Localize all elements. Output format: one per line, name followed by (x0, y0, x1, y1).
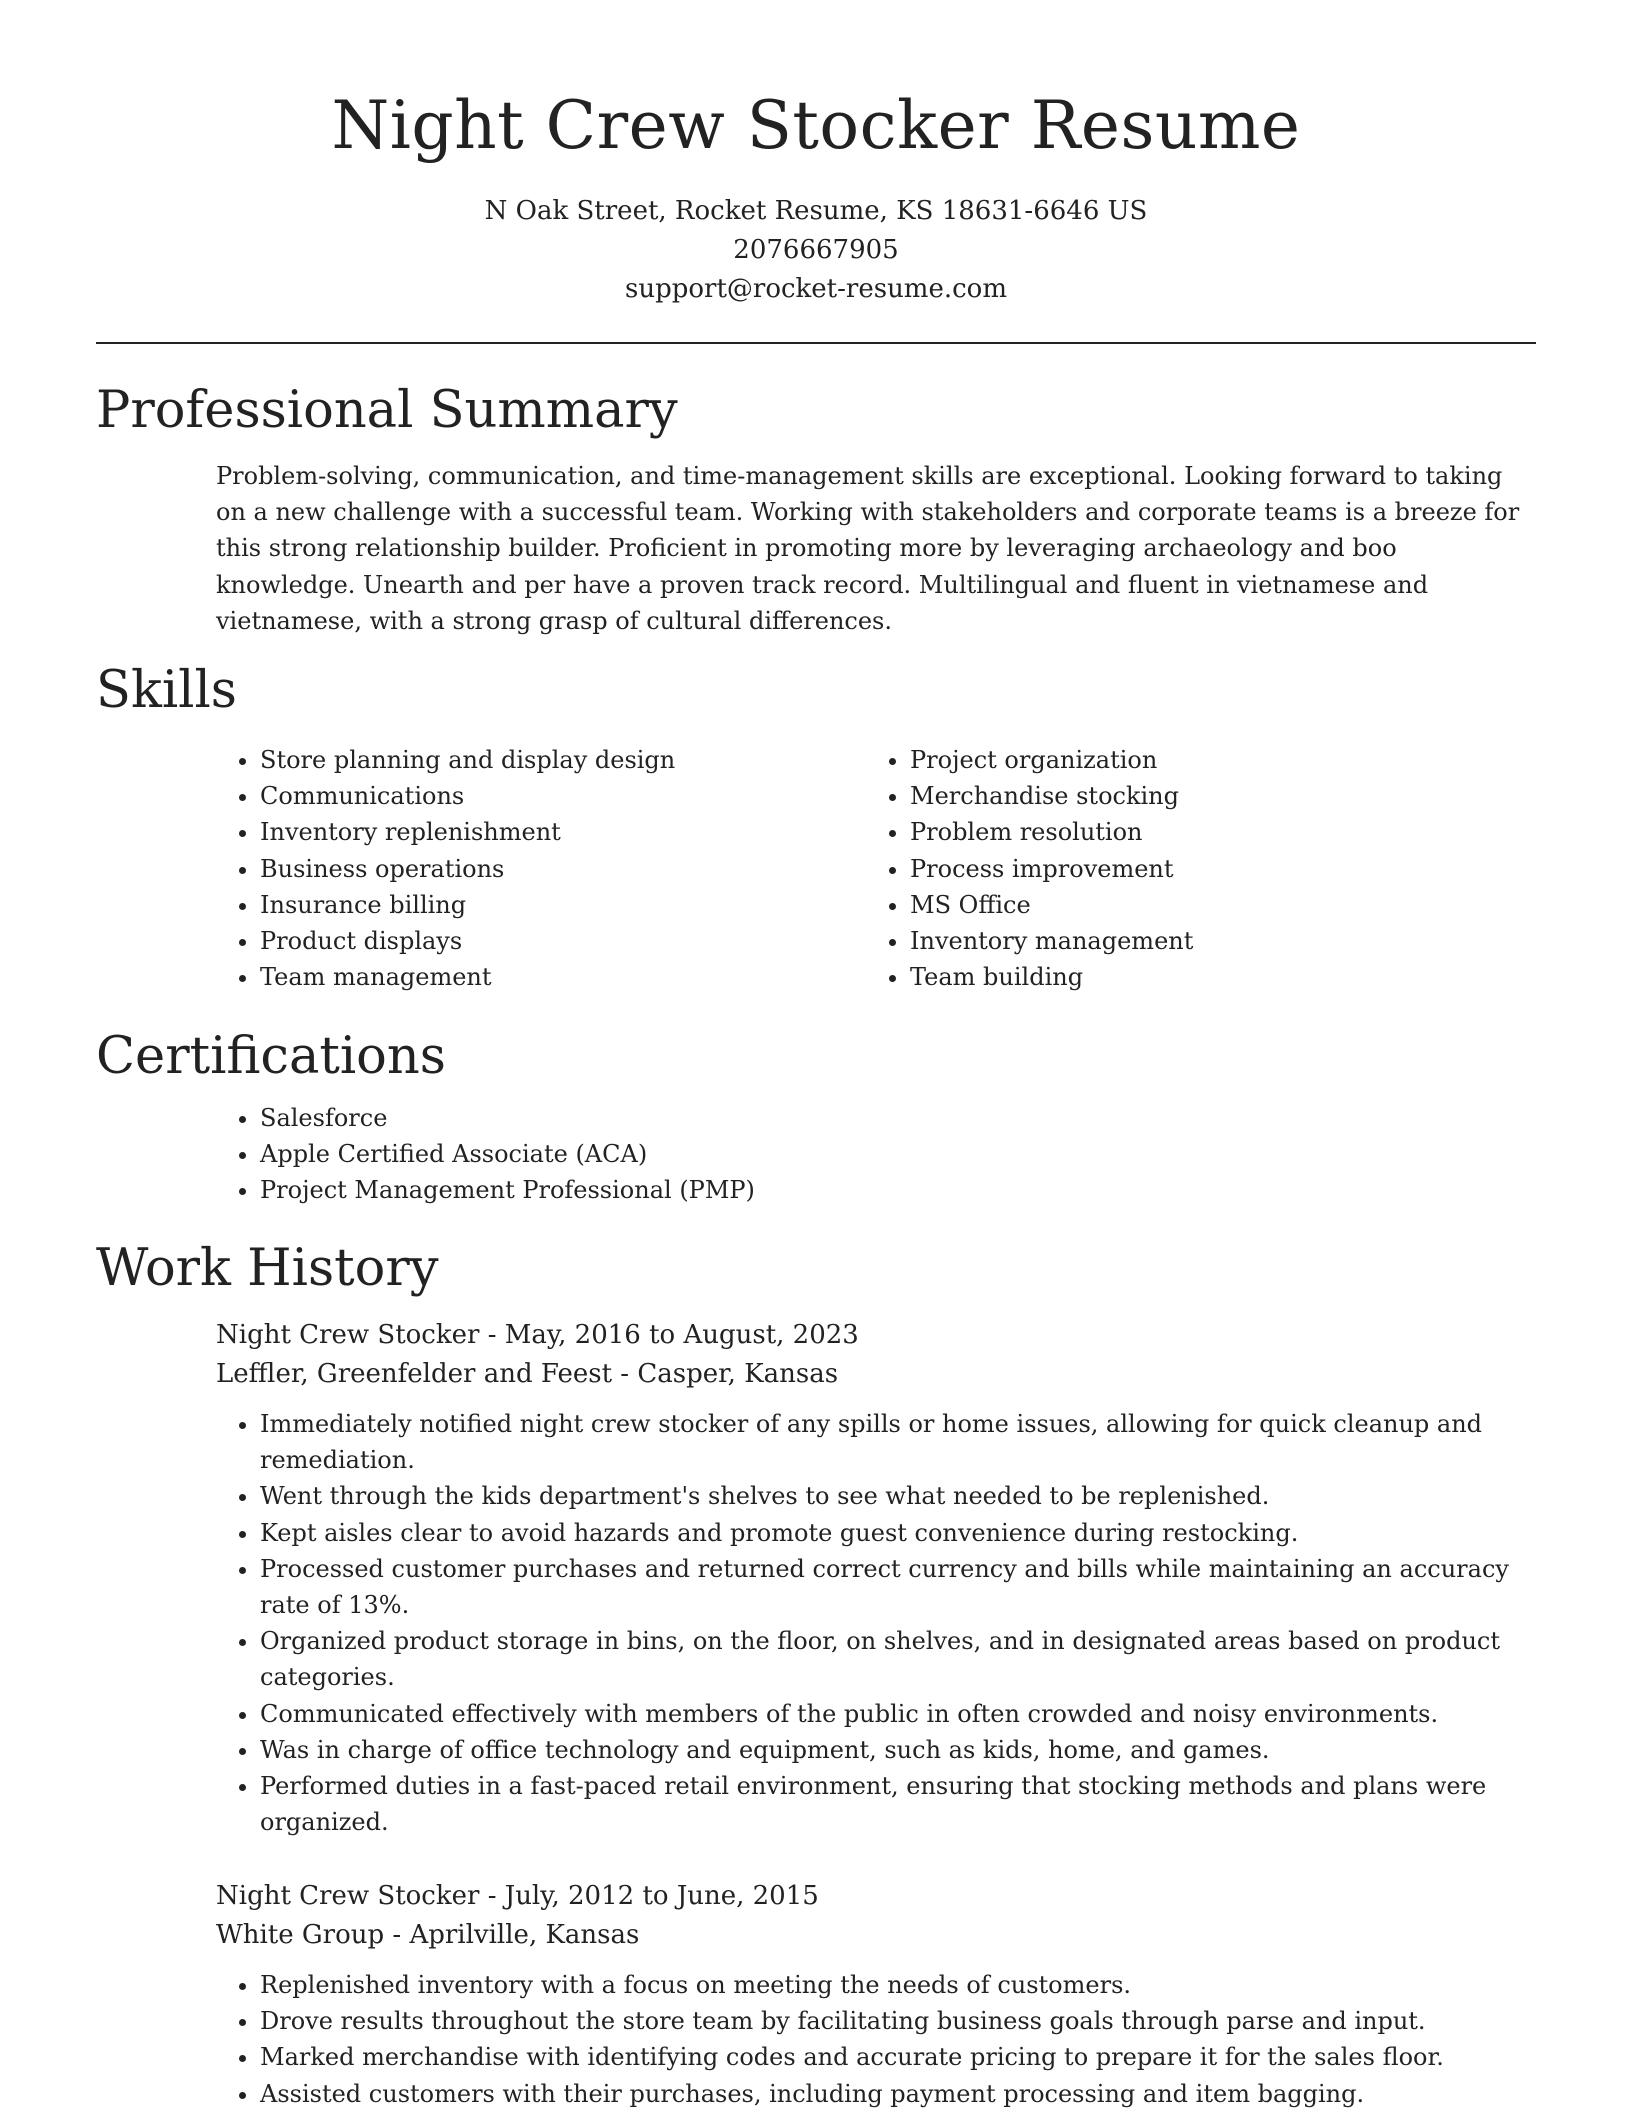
certification-item: • Salesforce (260, 1100, 1536, 1136)
job-company-line (216, 1355, 1536, 1394)
job-duty: • Drove results throughout the store team by facilitating business goals through parse and input. (260, 2003, 1536, 2039)
job-company: Leffler, Greenfelder and Feest (216, 1359, 613, 1389)
skill-item: • Store planning and display design (260, 742, 866, 778)
skill-item: • Problem resolution (910, 814, 1516, 850)
resume-title: Night Crew Stocker Resume (331, 87, 1301, 164)
job-title-line (216, 1877, 1536, 1916)
job-duty: • Communicated effectively with members of the public in often crowded and noisy environments. (260, 1696, 1536, 1732)
job-location: - Casper, Kansas (612, 1359, 839, 1389)
work-history-heading: Work History (96, 1239, 439, 1298)
job-duty: • Performed duties in a fast-paced retail environment, ensuring that stocking methods and plans were organized. (260, 1768, 1536, 1840)
job-entry (216, 1877, 1536, 2112)
job-duty: • Processed customer purchases and returned correct currency and bills while maintaining an accuracy rate of 13%. (260, 1551, 1536, 1623)
skill-item: • Inventory replenishment (260, 814, 866, 850)
job-company: White Group (216, 1920, 385, 1950)
job-duty: • Was in charge of office technology and equipment, such as kids, home, and games. (260, 1732, 1536, 1768)
job-duty: • Went through the kids department's shelves to see what needed to be replenished. (260, 1478, 1536, 1514)
summary-text: Problem-solving, communication, and time-management skills are exceptional. Looking forward to taking on a new challenge with a successful team. Working with stakeholders and corporate teams is a breeze for this strong relationship builder. Proficient in promoting more by leveraging archaeology and boo knowledge. Unearth and per have a proven track record. Multilingual and fluent in vietnamese and vietnamese, with a strong grasp of cultural differences. (216, 462, 1520, 635)
skill-item: • Communications (260, 778, 866, 814)
skill-item: • Inventory management (910, 923, 1516, 959)
job-entry (216, 1316, 1536, 1840)
job-title-line (216, 1316, 1536, 1355)
job-role: Night Crew Stocker (216, 1881, 480, 1911)
skill-item: • Merchandise stocking (910, 778, 1516, 814)
skills-column-right (866, 742, 1516, 995)
job-company-line (216, 1916, 1536, 1955)
job-duty: • Organized product storage in bins, on the floor, on shelves, and in designated areas based on product categories. (260, 1623, 1536, 1695)
job-location: - Aprilville, Kansas (384, 1920, 640, 1950)
skill-item: • Process improvement (910, 851, 1516, 887)
job-duty: • Immediately notified night crew stocker of any spills or home issues, allowing for quick cleanup and remediation. (260, 1406, 1536, 1478)
skill-item: • Insurance billing (260, 887, 866, 923)
certification-item: • Apple Certified Associate (ACA) (260, 1136, 1536, 1172)
skill-item: • MS Office (910, 887, 1516, 923)
email: support@rocket-resume.com (624, 274, 1007, 304)
job-dates: - May, 2016 to August, 2023 (479, 1320, 859, 1350)
skill-item: • Project organization (910, 742, 1516, 778)
skills-column-left (216, 742, 866, 995)
skill-item: • Business operations (260, 851, 866, 887)
skill-item: • Product displays (260, 923, 866, 959)
certifications-list (216, 1100, 1536, 1209)
header-divider (96, 342, 1536, 344)
job-duty: • Kept aisles clear to avoid hazards and promote guest convenience during restocking. (260, 1515, 1536, 1551)
phone: 2076667905 (733, 235, 899, 265)
certification-item: • Project Management Professional (PMP) (260, 1172, 1536, 1208)
job-role: Night Crew Stocker (216, 1320, 480, 1350)
skill-item: • Team building (910, 959, 1516, 995)
contact-info (96, 192, 1536, 309)
skill-item: • Team management (260, 959, 866, 995)
certifications-heading: Certifications (96, 1027, 446, 1086)
summary-heading: Professional Summary (96, 381, 678, 440)
job-duty: • Assisted customers with their purchases, including payment processing and item bagging. (260, 2076, 1536, 2112)
job-duty: • Marked merchandise with identifying codes and accurate pricing to prepare it for the sales floor. (260, 2039, 1536, 2075)
job-dates: - July, 2012 to June, 2015 (479, 1881, 819, 1911)
address: N Oak Street, Rocket Resume, KS 18631-6646 US (484, 196, 1148, 226)
job-duty: • Replenished inventory with a focus on meeting the needs of customers. (260, 1967, 1536, 2003)
skills-heading: Skills (96, 661, 237, 720)
